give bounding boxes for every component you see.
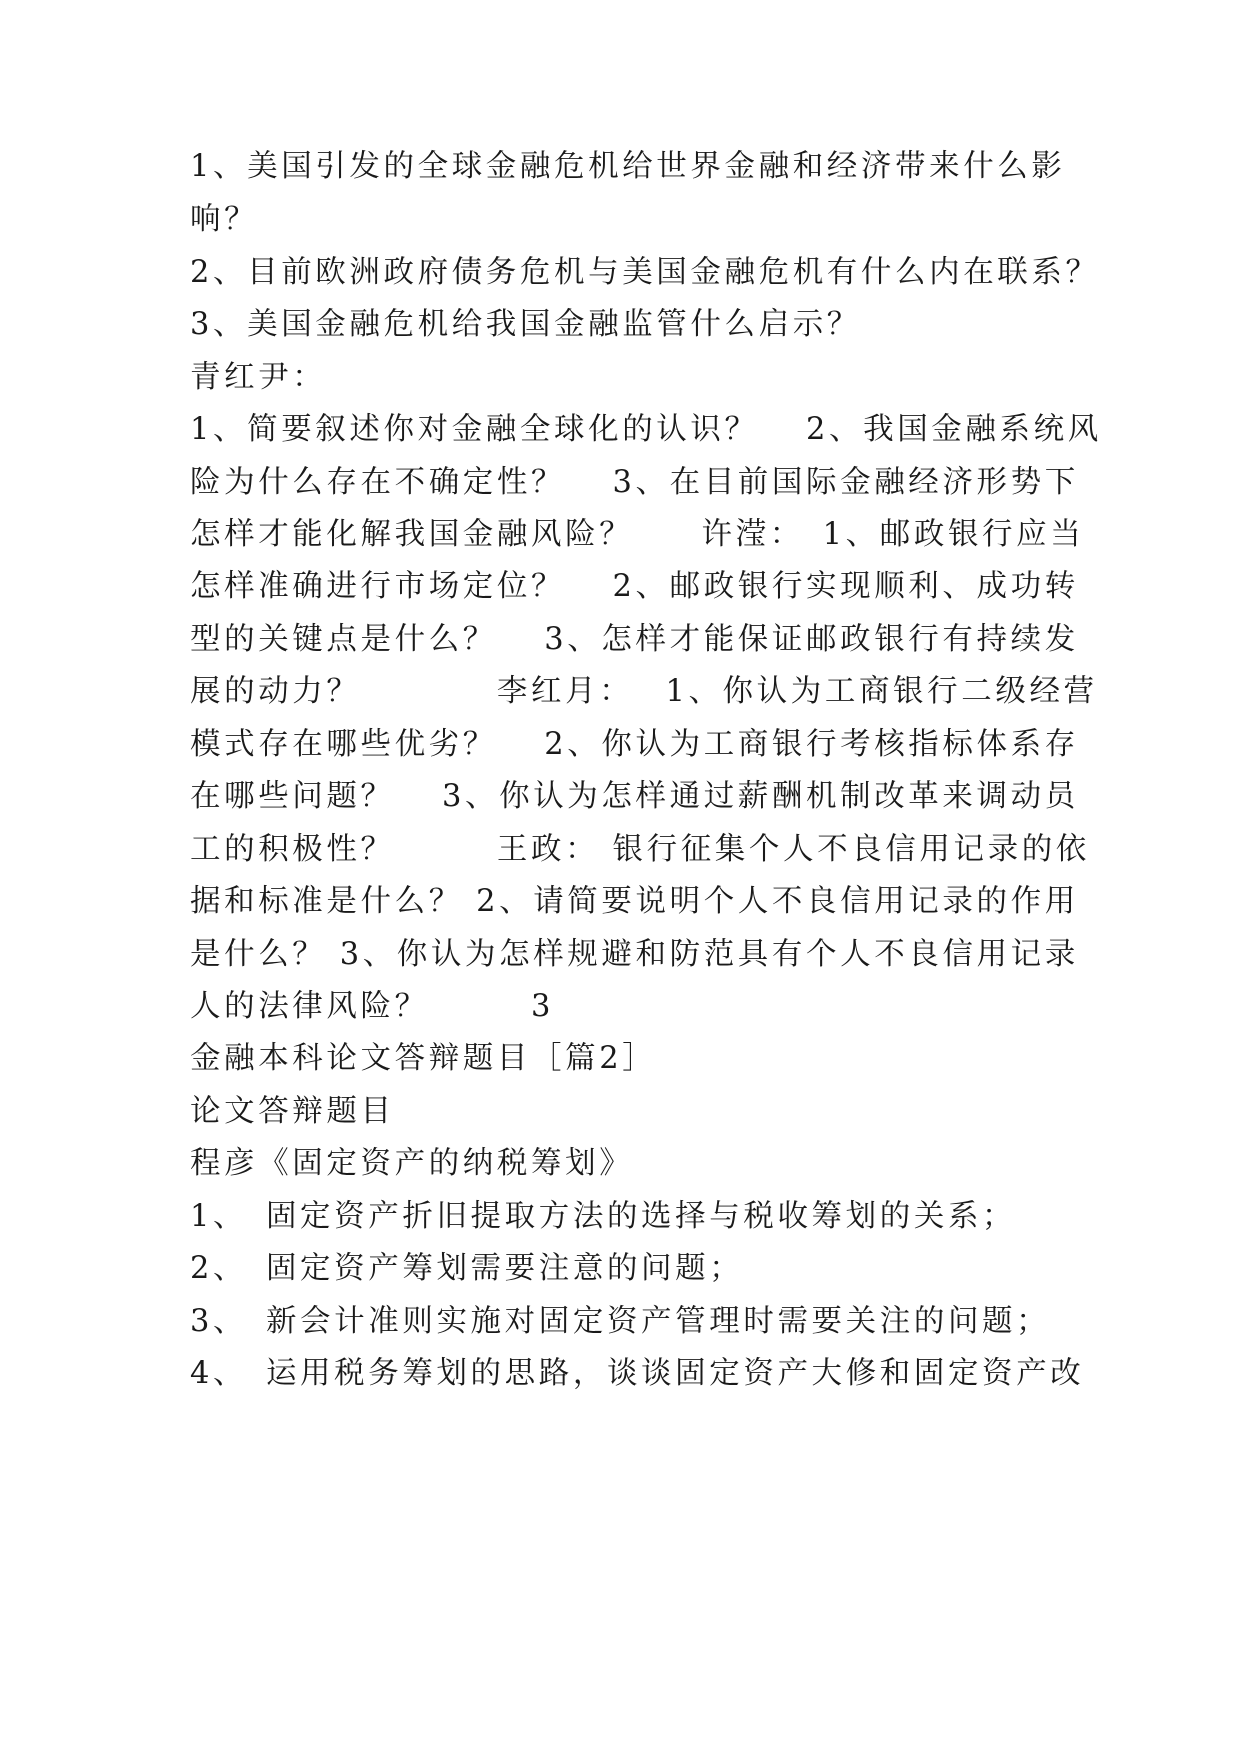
text-line: 展的动力？ 李红月： 1、你认为工商银行二级经营 [190,674,1098,709]
text-line: 在哪些问题？ 3、你认为怎样通过薪酬机制改革来调动员 [190,779,1079,814]
text-line: 是什么？ 3、你认为怎样规避和防范具有个人不良信用记录 [190,937,1079,972]
question-item: 2、 固定资产筹划需要注意的问题； [190,1251,744,1286]
text-line: 1、简要叙述你对金融全球化的认识？ 2、我国金融系统风 [190,412,1102,447]
text-line: 险为什么存在不确定性？ 3、在目前国际金融经济形势下 [190,465,1079,500]
question-item: 1、 固定资产折旧提取方法的选择与税收筹划的关系； [190,1199,1017,1234]
subheading: 论文答辩题目 [190,1094,395,1129]
text-line: 2、目前欧洲政府债务危机与美国金融危机有什么内在联系？ [190,255,1100,290]
text-line: 工的积极性？ 王政： 银行征集个人不良信用记录的依 [190,832,1090,867]
text-line: 3、美国金融危机给我国金融监管什么启示？ [190,307,861,342]
section-heading: 金融本科论文答辩题目［篇2］ [190,1041,657,1076]
question-item: 4、 运用税务筹划的思路，谈谈固定资产大修和固定资产改 [190,1356,1085,1391]
text-line: 青红尹： [190,360,327,395]
text-line: 型的关键点是什么？ 3、怎样才能保证邮政银行有持续发 [190,622,1079,657]
text-line: 响？ [190,202,259,237]
text-line: 怎样才能化解我国金融风险？ 许滢： 1、邮政银行应当 [190,517,1085,552]
text-line: 据和标准是什么？ 2、请简要说明个人不良信用记录的作用 [190,884,1079,919]
question-item: 3、 新会计准则实施对固定资产管理时需要关注的问题； [190,1304,1051,1339]
text-line: 怎样准确进行市场定位？ 2、邮政银行实现顺利、成功转 [190,569,1079,604]
text-line: 1、美国引发的全球金融危机给世界金融和经济带来什么影 [190,149,1066,184]
text-line: 人的法律风险？ 3 [190,989,555,1024]
text-line: 模式存在哪些优劣？ 2、你认为工商银行考核指标体系存 [190,727,1079,762]
thesis-title: 程彦《固定资产的纳税筹划》 [190,1146,634,1181]
